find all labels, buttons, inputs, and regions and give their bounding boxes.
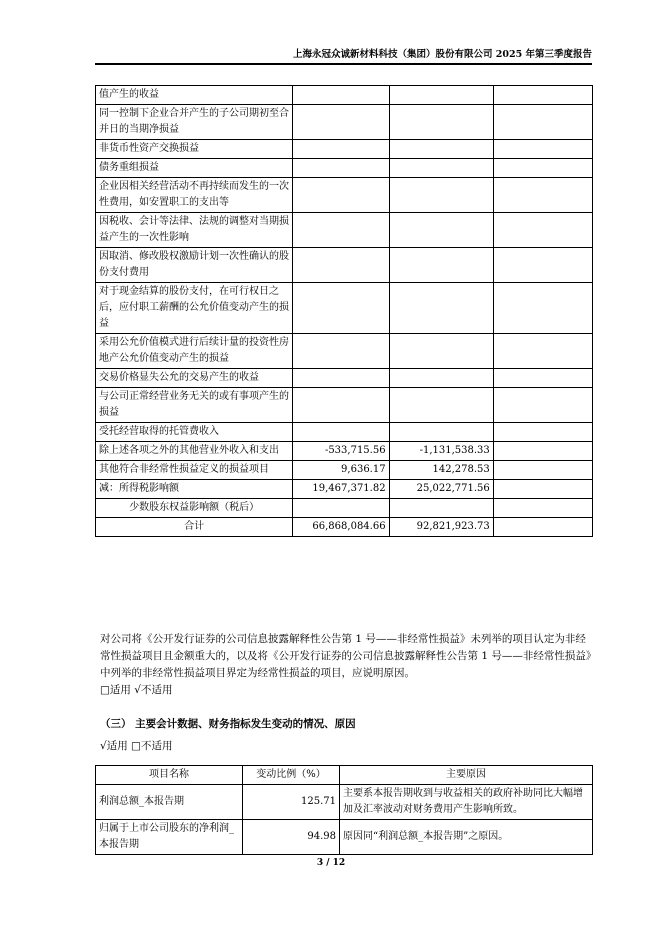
row-value-ytd (389, 213, 493, 248)
row-item-label: 采用公允价值模式进行后续计量的投资性房地产公允价值变动产生的损益 (96, 334, 293, 369)
row-value-current (293, 178, 389, 213)
row-item-label: 债务重组损益 (96, 159, 293, 178)
row-value-current (293, 423, 389, 442)
table-row (96, 86, 593, 105)
row-value-current (293, 140, 389, 159)
header-divider (95, 63, 592, 64)
row-main-reason: 主要系本报告期收到与收益相关的政府补助同比大幅增加及汇率波动对财务费用产生影响所致。 (340, 785, 593, 820)
row-note (493, 499, 592, 518)
row-item-label: 非货币性资产交换损益 (96, 140, 293, 159)
table-row (96, 388, 593, 423)
row-change-ratio: 125.71 (243, 785, 340, 820)
table-row (96, 461, 593, 480)
table-row (96, 334, 593, 369)
explanation-paragraph: 对公司将《公开发行证券的公司信息披露解释性公告第 1 号——非经常性损益》未列举的项目认定为非经常性损益项目且金额重大的，以及将《公开发行证券的公司信息披露解释性公告第 1 号——非经常性损益》中列举的非经常性损益项目界定为经常性损益的项目，应说明原因。 (100, 633, 592, 679)
row-item-label: 受托经营取得的托管费收入 (96, 423, 293, 442)
row-note (493, 140, 592, 159)
change-reasons-table (95, 765, 593, 855)
row-change-ratio: 94.98 (243, 820, 340, 855)
row-value-current (293, 388, 389, 423)
row-value-current (293, 369, 389, 388)
section-3-title: （三） 主要会计数据、财务指标发生变动的情况、原因 (100, 718, 356, 730)
row-note (493, 442, 592, 461)
row-value-ytd (389, 283, 493, 334)
table-row (96, 248, 593, 283)
row-value-current (293, 248, 389, 283)
row-value-ytd (389, 86, 493, 105)
row-value-ytd: 25,022,771.56 (389, 480, 493, 499)
row-value-current: -533,715.56 (293, 442, 389, 461)
row-item-label: 合计 (96, 518, 293, 537)
row-item-label: 企业因相关经营活动不再持续而发生的一次性费用，如安置职工的支出等 (96, 178, 293, 213)
table-row (96, 369, 593, 388)
row-note (493, 388, 592, 423)
row-note (493, 159, 592, 178)
row-value-current (293, 213, 389, 248)
row-note (493, 105, 592, 140)
row-value-ytd (389, 334, 493, 369)
table-row (96, 178, 593, 213)
row-value-ytd (389, 105, 493, 140)
row-value-ytd (389, 369, 493, 388)
row-value-current (293, 86, 389, 105)
row-item-label: 同一控制下企业合并产生的子公司期初至合并日的当期净损益 (96, 105, 293, 140)
table-row (96, 499, 593, 518)
table-row (96, 785, 593, 820)
row-value-current: 9,636.17 (293, 461, 389, 480)
table-row (96, 442, 593, 461)
row-note (493, 423, 592, 442)
section-3-applicability: √适用 □不适用 (100, 740, 173, 752)
change-table-header-row (96, 766, 593, 785)
table-row (96, 283, 593, 334)
table-row (96, 820, 593, 855)
row-note (493, 86, 592, 105)
row-note (493, 369, 592, 388)
table-row (96, 159, 593, 178)
row-item-name: 归属于上市公司股东的净利润_本报告期 (96, 820, 243, 855)
row-item-label: 对于现金结算的股份支付，在可行权日之后，应付职工薪酬的公允价值变动产生的损益 (96, 283, 293, 334)
row-value-current: 66,868,084.66 (293, 518, 389, 537)
row-item-label: 其他符合非经常性损益定义的损益项目 (96, 461, 293, 480)
row-value-current (293, 334, 389, 369)
row-note (493, 178, 592, 213)
explanation-applicability: □适用 √不适用 (100, 684, 173, 696)
row-value-ytd (389, 499, 493, 518)
nonrecurring-gains-table (95, 85, 593, 537)
row-item-label: 因取消、修改股权激励计划一次性确认的股份支付费用 (96, 248, 293, 283)
row-value-current: 19,467,371.82 (293, 480, 389, 499)
row-note (493, 213, 592, 248)
header-item-name: 项目名称 (96, 766, 243, 785)
row-value-current (293, 105, 389, 140)
row-note (493, 283, 592, 334)
row-value-current (293, 283, 389, 334)
page-number: 3 / 12 (316, 858, 346, 868)
row-item-label: 因税收、会计等法律、法规的调整对当期损益产生的一次性影响 (96, 213, 293, 248)
header-change-ratio: 变动比例（%） (243, 766, 340, 785)
row-value-ytd (389, 178, 493, 213)
table-row (96, 480, 593, 499)
table-row (96, 140, 593, 159)
header-main-reason: 主要原因 (340, 766, 593, 785)
row-item-name: 利润总额_本报告期 (96, 785, 243, 820)
row-value-ytd (389, 248, 493, 283)
report-header: 上海永冠众诚新材料科技（集团）股份有限公司 2025 年第三季度报告 (95, 46, 592, 65)
row-value-ytd: -1,131,538.33 (389, 442, 493, 461)
row-value-ytd (389, 140, 493, 159)
row-value-current (293, 159, 389, 178)
row-note (493, 334, 592, 369)
row-value-ytd: 142,278.53 (389, 461, 493, 480)
row-item-label: 与公司正常经营业务无关的或有事项产生的损益 (96, 388, 293, 423)
row-value-ytd (389, 159, 493, 178)
row-value-ytd: 92,821,923.73 (389, 518, 493, 537)
table-row (96, 213, 593, 248)
row-item-label: 交易价格显失公允的交易产生的收益 (96, 369, 293, 388)
row-value-ytd (389, 388, 493, 423)
row-note (493, 248, 592, 283)
row-value-ytd (389, 423, 493, 442)
table-row (96, 518, 593, 537)
row-note (493, 480, 592, 499)
row-note (493, 461, 592, 480)
table-row (96, 423, 593, 442)
row-value-current (293, 499, 389, 518)
row-item-label: 减：所得税影响额 (96, 480, 293, 499)
row-item-label: 除上述各项之外的其他营业外收入和支出 (96, 442, 293, 461)
row-note (493, 518, 592, 537)
row-item-label: 少数股东权益影响额（税后） (96, 499, 293, 518)
row-main-reason: 原因同“利润总额_本报告期”之原因。 (340, 820, 593, 855)
row-item-label: 值产生的收益 (96, 86, 293, 105)
table-row (96, 105, 593, 140)
